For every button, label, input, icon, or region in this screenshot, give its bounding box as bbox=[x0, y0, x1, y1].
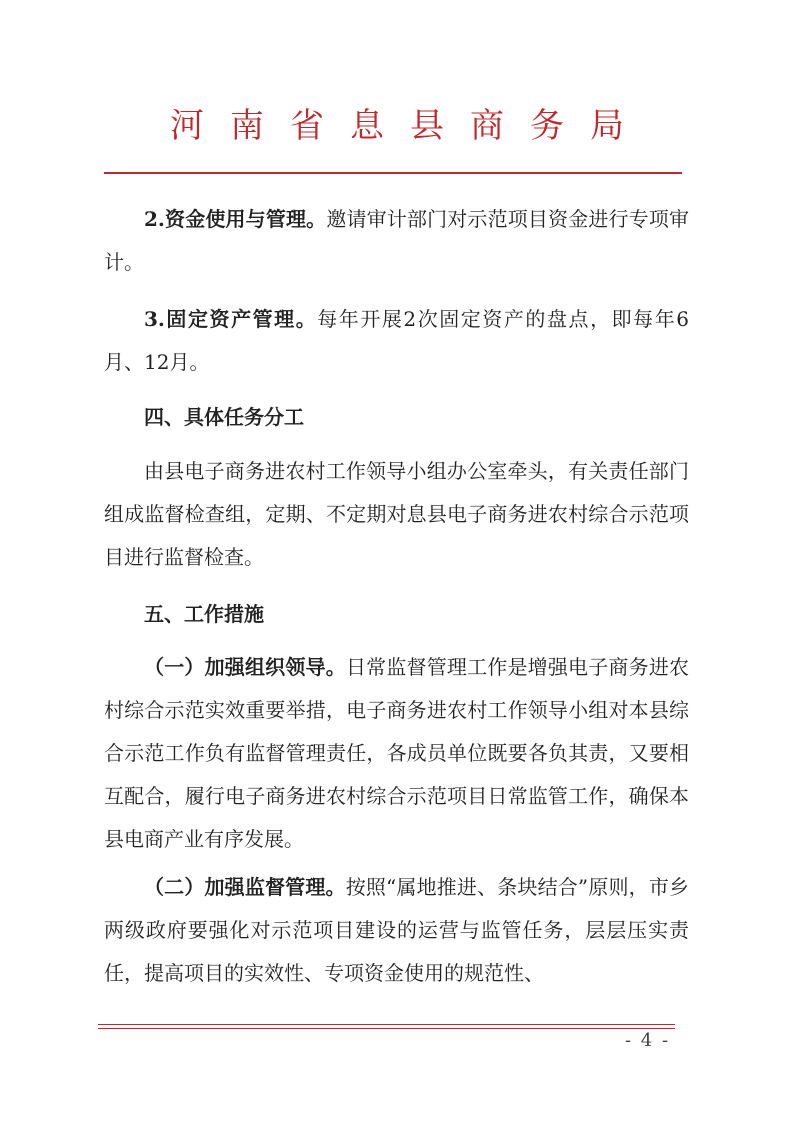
paragraph-heading: 2.资金使用与管理。 bbox=[144, 207, 327, 231]
paragraph-text: 邀请审计部门对示范项目资金进行专项审计。 bbox=[104, 207, 689, 274]
paragraph-organization bbox=[104, 646, 689, 861]
header-divider bbox=[104, 172, 682, 174]
letterhead-title: 河南省息县商务局 bbox=[170, 106, 650, 146]
paragraph-fund-management bbox=[104, 198, 689, 284]
paragraph-fixed-assets bbox=[104, 298, 689, 384]
paragraph-heading: 3.固定资产管理。 bbox=[144, 307, 318, 331]
footer-divider-top bbox=[98, 1024, 675, 1025]
footer-divider-bottom bbox=[98, 1028, 675, 1029]
paragraph-heading: （一）加强组织领导。 bbox=[144, 655, 346, 679]
paragraph-text: 每年开展2次固定资产的盘点，即每年6月、12月。 bbox=[104, 307, 689, 374]
paragraph-text: 日常监督管理工作是增强电子商务进农村综合示范实效重要举措，电子商务进农村工作领导小组对本县综合示范工作负有监督管理责任，各成员单位既要各负其责，又要相互配合，履行电子商务进农村综合示范项目日常监管工作，确保本县电商产业有序发展。 bbox=[104, 655, 690, 851]
paragraph-heading: （二）加强监督管理。 bbox=[144, 875, 346, 899]
section-heading-tasks: 四、具体任务分工 bbox=[144, 405, 304, 429]
paragraph-text: 按照“属地推进、条块结合”原则，市乡两级政府要强化对示范项目建设的运营与监管任务，层层压实责任，提高项目的实效性、专项资金使用的规范性、 bbox=[104, 875, 689, 985]
paragraph-text: 由县电子商务进农村工作领导小组办公室牵头，有关责任部门组成监督检查组，定期、不定期对息县电子商务进农村综合示范项目进行监督检查。 bbox=[104, 459, 689, 569]
paragraph-supervision bbox=[104, 866, 689, 995]
paragraph-task-division bbox=[104, 450, 689, 579]
section-heading-measures: 五、工作措施 bbox=[144, 602, 264, 626]
page-number: - 4 - bbox=[625, 1030, 671, 1051]
